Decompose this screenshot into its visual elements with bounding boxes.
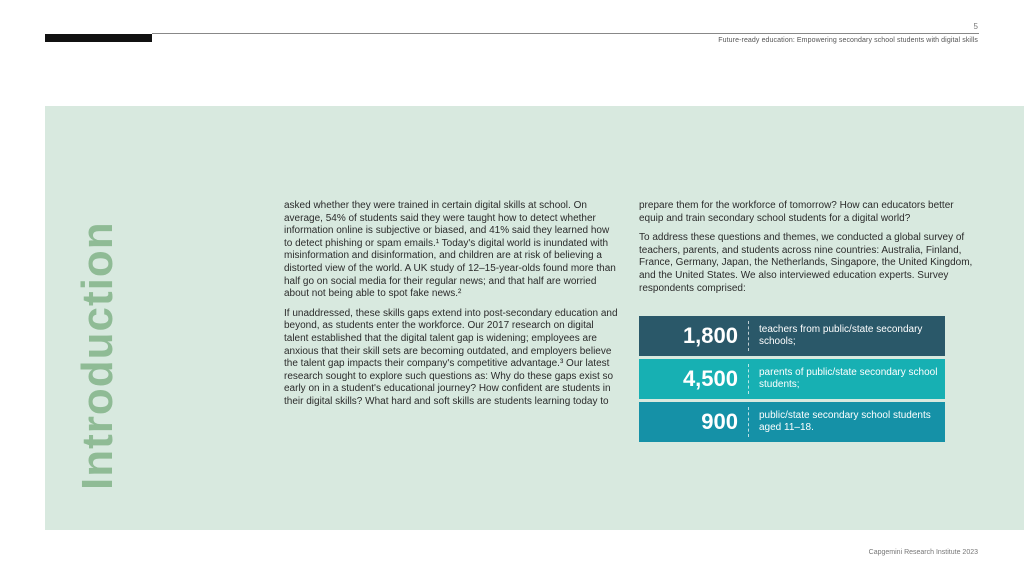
running-title: Future-ready education: Empowering secondary school students with digital skills bbox=[718, 37, 978, 44]
left-paragraph-2: If unaddressed, these skills gaps extend into post-secondary education and beyond, as students enter the workforce. Our 2017 research on digital talent established that the digital talent gap is widening; employees are anxious that their skill sets are becoming outdated, and employers believe the talent gap impacts their company's competitive advantage.³ Our latest research sought to explore such questions as: Why do these gaps exist so early on in a student's educational journey? How confident are students in their digital skills? What hard and soft skills are students learning today to bbox=[284, 307, 618, 407]
stat-row-teachers bbox=[639, 316, 945, 356]
stat-number: 1,800 bbox=[639, 321, 749, 351]
stat-number: 4,500 bbox=[639, 364, 749, 394]
right-paragraph-1: prepare them for the workforce of tomorrow? How can educators better equip and train secondary school students for a digital world? bbox=[639, 200, 954, 224]
stat-row-students bbox=[639, 402, 945, 442]
header-rule bbox=[152, 33, 979, 34]
stat-description: parents of public/state secondary school students; bbox=[759, 366, 938, 390]
left-paragraph-1: asked whether they were trained in certain digital skills at school. On average, 54% of students said they were taught how to detect whether information online is subjective or biased, and 41% said they learned how to detect phishing or spam emails.¹ Today's digital world is inundated with misinformation and disinformation, and children are at risk of believing a distorted view of the world. A UK study of 12–15-year-olds found more than half go on social media for their regular news; and that half are worried about not being able to spot fake news.² bbox=[284, 200, 616, 300]
right-column bbox=[639, 200, 979, 302]
footer-credit: Capgemini Research Institute 2023 bbox=[868, 549, 978, 556]
page-number: 5 bbox=[973, 22, 978, 31]
section-title: Introduction bbox=[73, 221, 122, 490]
stat-number: 900 bbox=[639, 407, 749, 437]
stat-description: teachers from public/state secondary schools; bbox=[759, 323, 923, 347]
header-accent-bar bbox=[45, 34, 152, 42]
right-paragraph-2: To address these questions and themes, we conducted a global survey of teachers, parents, and students across nine countries: Australia, Finland, France, Germany, Japan, the Netherlands, Singapore, the United Kingdom, and the United States. We also interviewed education experts. Survey respondents comprised: bbox=[639, 232, 973, 294]
left-column bbox=[284, 200, 620, 416]
respondent-stats bbox=[639, 316, 945, 445]
stat-row-parents bbox=[639, 359, 945, 399]
stat-description: public/state secondary school students aged 11–18. bbox=[759, 409, 931, 433]
